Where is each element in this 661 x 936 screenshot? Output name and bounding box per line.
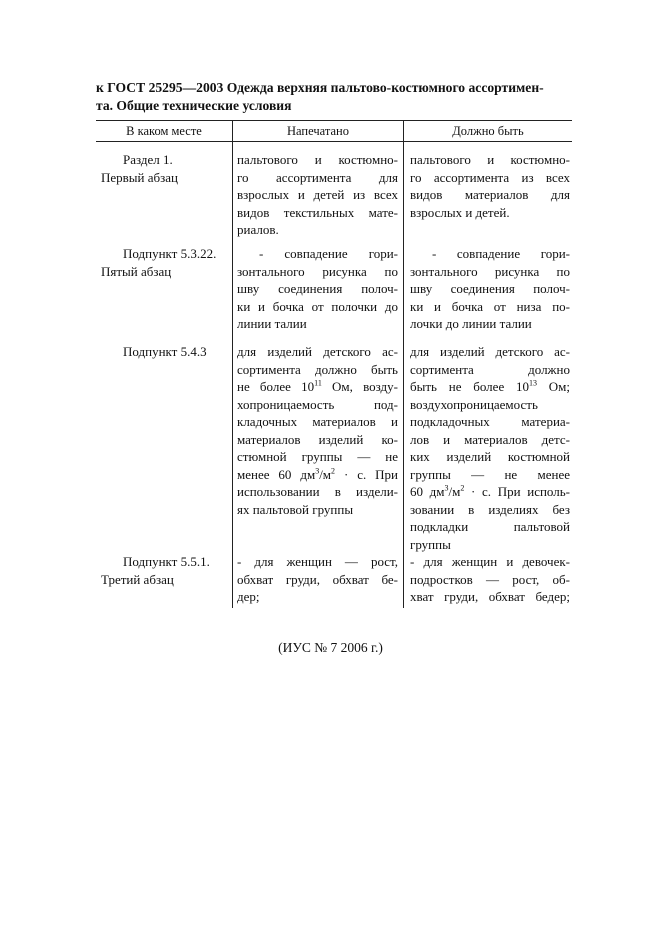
header-should-be: Должно быть <box>452 124 524 138</box>
table-row-printed: пальтового и костюмно- го ассортимента для взрослых и детей из всех видов текстильных мате- риалов. <box>237 152 398 237</box>
table-row-place: Подпункт 5.4.3 <box>123 344 207 359</box>
table-row-place: Раздел 1. Первый абзац <box>101 152 178 185</box>
table-row-printed: - совпадение гори- зонтального рисунка по шву соединения полоч- ки и бочка от полочки до линии талии <box>237 246 398 331</box>
title-line: та. Общие технические условия <box>96 98 292 113</box>
table-row-should-be: пальтового и костюмно- го ассортимента из всех видов материалов для взрослых и детей. <box>410 152 570 220</box>
table-row-should-be: для изделий детского ас- сортимента должно быть не более $10^{13}$ Ом; воздухопроницаемость подкладочных материа- лов и материалов детс- ких изделий костюмной группы — не менее 60 $дм^3/м^2 \cdot с$. При исполь- зовании в изделиях без подкладки пальтовой группы <box>410 344 571 552</box>
table-header-rule <box>96 141 572 142</box>
column-divider <box>232 120 233 608</box>
table-row-should-be: - совпадение гори- зонтального рисунка по шву соединения полоч- ки и бочка от низа по- лочки до линии талии <box>410 246 570 331</box>
table-row-should-be: - для женщин и девочек- подростков — рост, об- хват груди, обхват бедер; <box>410 554 570 604</box>
column-divider <box>403 120 404 608</box>
header-place: В каком месте <box>126 124 202 138</box>
table-row-printed: для изделий детского ас- сортимента должно быть не более $10^{11}$ Ом, возду- хопроницаемость под- кладочных материалов и материалов изделий ко- стюмной группы — не менее 60 $дм^3/м^2 \cdot с$. При использовании в издели- ях пальтовой группы <box>237 344 398 517</box>
table-row-place: Подпункт 5.3.22. Пятый абзац <box>101 246 217 279</box>
header-printed: Напечатано <box>287 124 349 138</box>
title-line: к ГОСТ 25295—2003 Одежда верхняя пальтово-костюмного ассортимен- <box>96 80 544 95</box>
source-note: (ИУС № 7 2006 г.) <box>278 640 383 655</box>
table-row-printed: - для женщин — рост, обхват груди, обхват бе- дер; <box>237 554 398 604</box>
document-title <box>96 79 572 115</box>
table-row-place: Подпункт 5.5.1. Третий абзац <box>101 554 210 587</box>
